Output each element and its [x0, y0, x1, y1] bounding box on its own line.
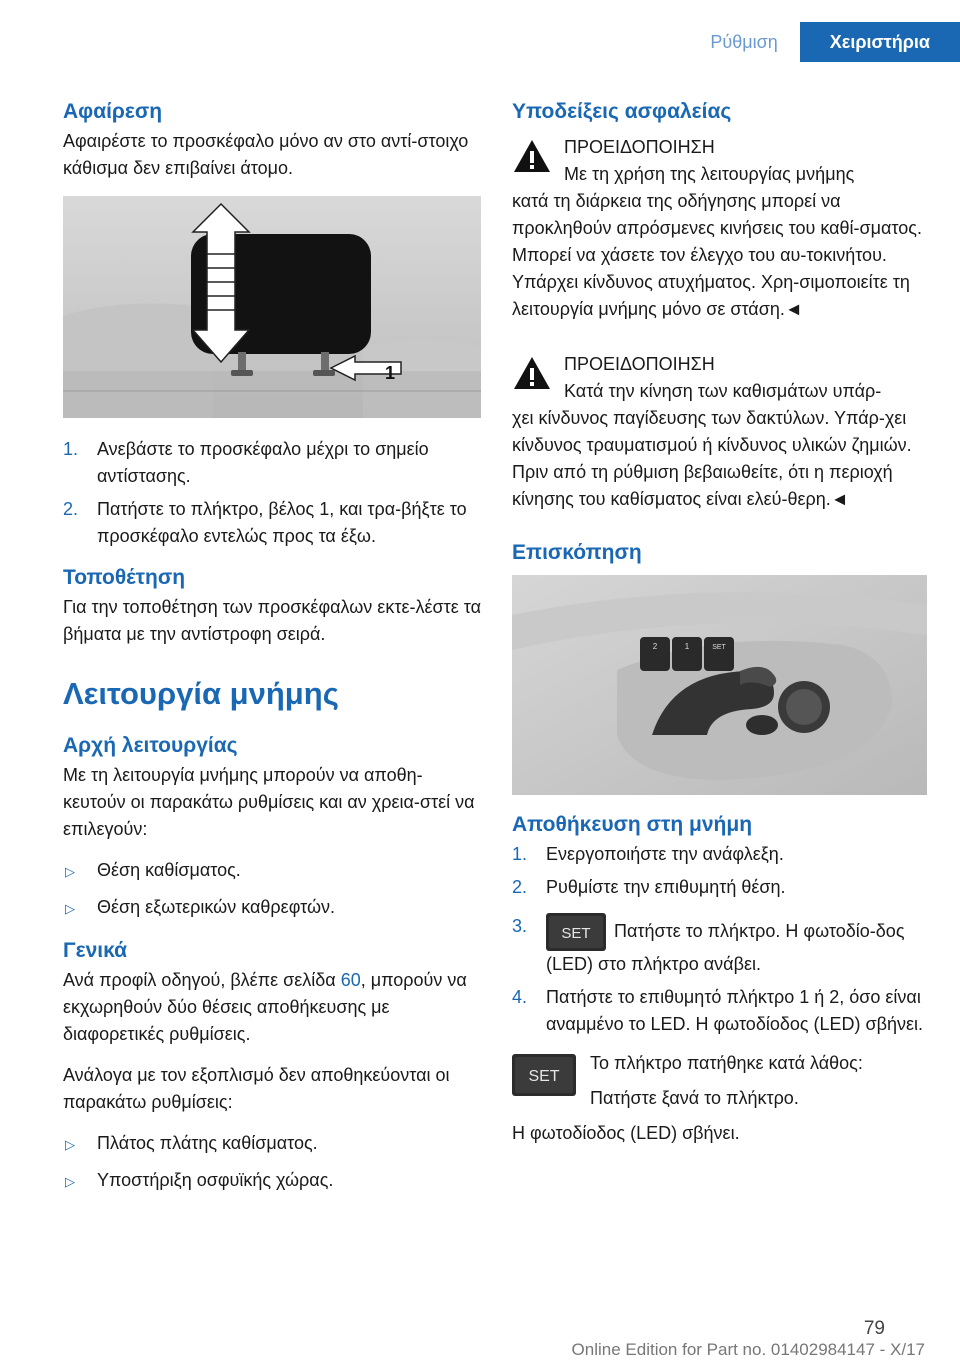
- page-link[interactable]: 60: [340, 970, 361, 990]
- right-column: [512, 100, 927, 1161]
- edition-text: Online Edition for Part no. 01402984147 - X/17: [571, 1340, 925, 1359]
- principle-heading: Αρχή λειτουργίας: [63, 734, 238, 757]
- overview-heading: Επισκόπηση: [512, 541, 642, 564]
- store-steps: [512, 841, 927, 1038]
- list-item: ▷ Θέση καθίσματος.: [63, 857, 481, 884]
- install-heading: Τοποθέτηση: [63, 566, 186, 589]
- header-tabs: [688, 22, 960, 62]
- warning-triangle-icon: [512, 355, 552, 391]
- triangle-bullet-icon: ▷: [65, 1137, 75, 1152]
- triangle-bullet-icon: ▷: [65, 864, 75, 879]
- footer: [0, 1318, 960, 1358]
- note-line-1: Το πλήκτρο πατήθηκε κατά λάθος:: [590, 1053, 863, 1073]
- svg-text:SET: SET: [561, 925, 591, 942]
- set-button-icon: [512, 1054, 576, 1096]
- panel-button-2: 2: [652, 642, 658, 651]
- svg-text:SET: SET: [528, 1068, 560, 1085]
- removal-text: Αφαιρέστε το προσκέφαλο μόνο αν στο αντί-στοιχο κάθισμα δεν επιβαίνει άτομο.: [63, 131, 469, 178]
- general-list: [63, 1130, 481, 1194]
- list-item: ▷ Πλάτος πλάτης καθίσματος.: [63, 1130, 481, 1157]
- headrest-image: [63, 196, 481, 418]
- warning-block: ΠΡΟΕΙΔΟΠΟΙΗΣΗ Με τη χρήση της λειτουργίας μνήμης κατά τη διάρκεια της οδήγησης μπορεί να προκληθούν απρόσμενες κινήσεις του καθί-σματος. Μπορεί να χάσετε τον έλεγχο του αυ-τοκινήτου. Υπάρχει κίνδυνος ατυχήματος. Χρη-σιμοποιείτε τη λειτουργία μνήμης μόνο σε στάση.◄: [512, 137, 922, 319]
- tab-setting[interactable]: Ρύθμιση: [710, 32, 778, 52]
- note-line-2: Πατήστε ξανά το πλήκτρο.: [590, 1088, 799, 1108]
- panel-button-set: SET: [712, 644, 726, 651]
- list-item: 4. Πατήστε το επιθυμητό πλήκτρο 1 ή 2, όσο είναι αναμμένο το LED. Η φωτοδίοδος (LED) σβήνει.: [512, 987, 924, 1034]
- triangle-bullet-icon: ▷: [65, 1174, 75, 1189]
- list-item: 2. Ρυθμίστε την επιθυμητή θέση.: [512, 877, 786, 897]
- triangle-bullet-icon: ▷: [65, 901, 75, 916]
- general-text-2: Ανάλογα με τον εξοπλισμό δεν αποθηκεύονται οι παρακάτω ρυθμίσεις:: [63, 1065, 450, 1112]
- seat-controls-image: [512, 575, 927, 795]
- memory-heading: Λειτουργία μνήμης: [63, 676, 339, 711]
- warning-triangle-icon: [512, 138, 552, 174]
- list-item: 3. SET Πατήστε το πλήκτρο. Η φωτοδίο-δος (LED) στο πλήκτρο ανάβει.: [512, 913, 927, 978]
- warning-block: ΠΡΟΕΙΔΟΠΟΙΗΣΗ Κατά την κίνηση των καθισμάτων υπάρ- χει κίνδυνος παγίδευσης των δακτύλων. Υπάρ-χει κίνδυνος τραυματισμού ή κίνδυνος υλικών ζημιών. Πριν από τη ρύθμιση βεβαιωθείτε, ότι η περιοχή κίνησης του καθίσματος είναι ελεύ-θερη.◄: [512, 354, 912, 509]
- left-column: [63, 100, 481, 1208]
- principle-text: Με τη λειτουργία μνήμης μπορούν να αποθη-κευτούν οι παρακάτω ρυθμίσεις και αν χρεια-στεί να επιλεγούν:: [63, 765, 475, 839]
- list-item: 1. Ανεβάστε το προσκέφαλο μέχρι το σημείο αντίστασης.: [63, 439, 429, 486]
- safety-heading: Υποδείξεις ασφαλείας: [512, 100, 732, 123]
- tab-controls[interactable]: Χειριστήρια: [800, 22, 960, 62]
- page-number: 79: [863, 1318, 885, 1339]
- install-text: Για την τοποθέτηση των προσκέφαλων εκτε-λέστε τα βήματα με την αντίστροφη σειρά.: [63, 597, 481, 644]
- list-item: ▷ Υποστήριξη οσφυϊκής χώρας.: [63, 1167, 481, 1194]
- removal-steps: [63, 436, 481, 550]
- list-item: 2. Πατήστε το πλήκτρο, βέλος 1, και τρα-βήξτε το προσκέφαλο εντελώς προς τα έξω.: [63, 499, 467, 546]
- general-text: Ανά προφίλ οδηγού, βλέπε σελίδα 60, μπορούν να εκχωρηθούν δύο θέσεις αποθήκευσης με διαφορετικές ρυθμίσεις.: [63, 970, 467, 1044]
- list-item: ▷ Θέση εξωτερικών καθρεφτών.: [63, 894, 481, 921]
- list-item: 1. Ενεργοποιήστε την ανάφλεξη.: [512, 844, 784, 864]
- store-heading: Αποθήκευση στη μνήμη: [512, 813, 753, 836]
- panel-button-1: 1: [684, 642, 690, 651]
- final-text: Η φωτοδίοδος (LED) σβήνει.: [512, 1123, 740, 1143]
- removal-heading: Αφαίρεση: [63, 100, 163, 123]
- principle-list: [63, 857, 481, 921]
- arrow-label: 1: [385, 363, 396, 383]
- note-block: [512, 1050, 927, 1112]
- general-heading: Γενικά: [63, 939, 128, 962]
- set-button-icon: [546, 913, 606, 951]
